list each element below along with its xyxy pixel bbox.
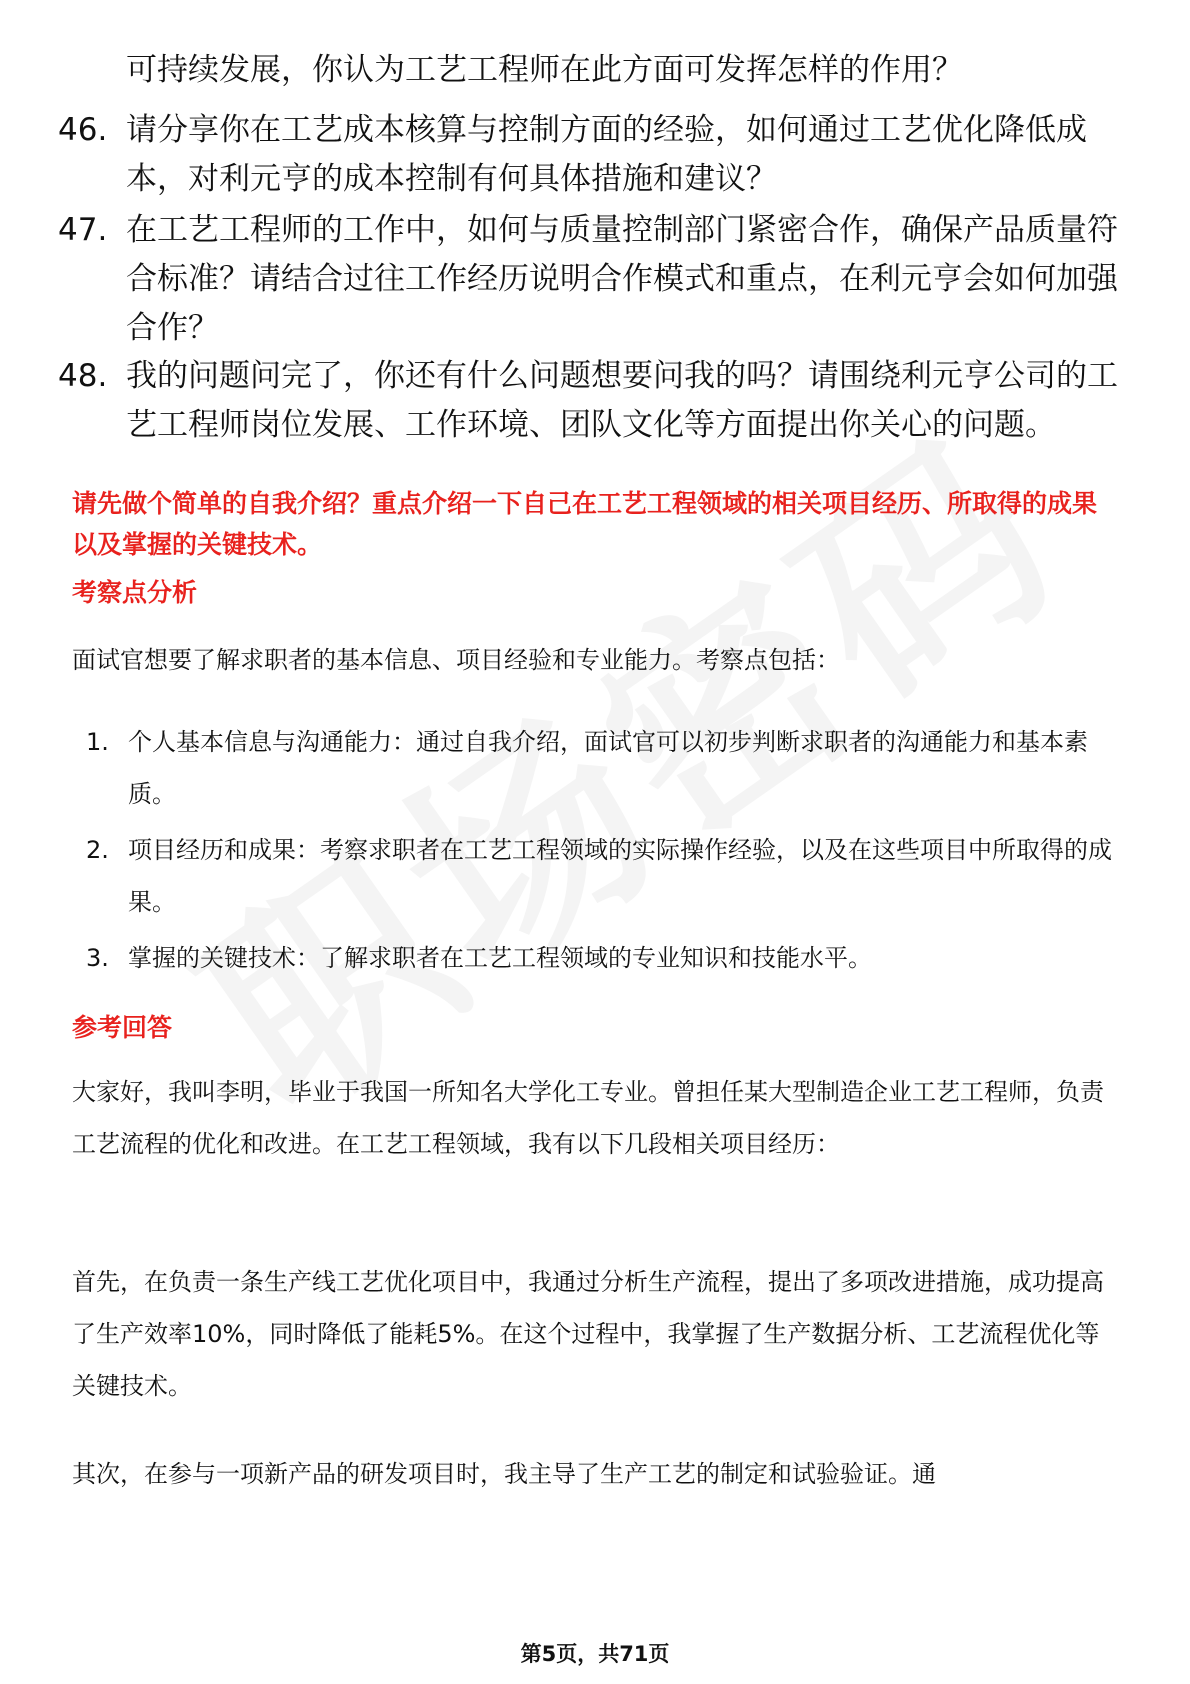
answer-paragraph: 首先，在负责一条生产线工艺优化项目中，我通过分析生产流程，提出了多项改进措施，成功提高了生产效率10%，同时降低了能耗5%。在这个过程中，我掌握了生产数据分析、工艺流程优化等关键技术。 — [72, 1268, 1104, 1400]
question-text: 在工艺工程师的工作中，如何与质量控制部门紧密合作，确保产品质量符合标准？请结合过往工作经历说明合作模式和重点，在利元亨会如何加强合作？ — [126, 212, 1118, 346]
answer-heading: 参考回答 — [72, 1013, 173, 1042]
analysis-intro: 面试官想要了解求职者的基本信息、项目经验和专业能力。考察点包括： — [72, 646, 840, 674]
question-number: 46. — [58, 112, 108, 148]
answer-paragraph: 大家好，我叫李明，毕业于我国一所知名大学化工专业。曾担任某大型制造企业工艺工程师，负责工艺流程的优化和改进。在工艺工程领域，我有以下几段相关项目经历： — [72, 1078, 1104, 1158]
list-text: 项目经历和成果：考察求职者在工艺工程领域的实际操作经验，以及在这些项目中所取得的成果。 — [128, 836, 1112, 916]
list-text: 掌握的关键技术：了解求职者在工艺工程领域的专业知识和技能水平。 — [128, 944, 872, 972]
highlight-question: 请先做个简单的自我介绍？重点介绍一下自己在工艺工程领域的相关项目经历、所取得的成果以及掌握的关键技术。 — [72, 489, 1098, 559]
list-number: 2. — [86, 836, 109, 864]
question-number: 47. — [58, 212, 108, 248]
question-46 — [58, 106, 1118, 204]
question-text: 请分享你在工艺成本核算与控制方面的经验，如何通过工艺优化降低成本，对利元亨的成本控制有何具体措施和建议？ — [126, 112, 1087, 197]
list-number: 1. — [86, 728, 109, 756]
analysis-item — [86, 824, 1122, 928]
question-text: 我的问题问完了，你还有什么问题想要问我的吗？请围绕利元亨公司的工艺工程师岗位发展、工作环境、团队文化等方面提出你关心的问题。 — [126, 358, 1118, 443]
question-45-continuation: 可持续发展，你认为工艺工程师在此方面可发挥怎样的作用？ — [126, 52, 963, 88]
question-number: 48. — [58, 358, 108, 394]
analysis-heading: 考察点分析 — [72, 578, 198, 607]
list-number: 3. — [86, 944, 109, 972]
page-footer: 第5页，共71页 — [520, 1642, 670, 1666]
question-47 — [58, 206, 1118, 353]
analysis-item — [86, 716, 1122, 820]
answer-paragraph: 其次，在参与一项新产品的研发项目时，我主导了生产工艺的制定和试验验证。通 — [72, 1460, 936, 1488]
analysis-item — [86, 932, 1122, 984]
list-text: 个人基本信息与沟通能力：通过自我介绍，面试官可以初步判断求职者的沟通能力和基本素质。 — [128, 728, 1088, 808]
question-48 — [58, 352, 1118, 450]
